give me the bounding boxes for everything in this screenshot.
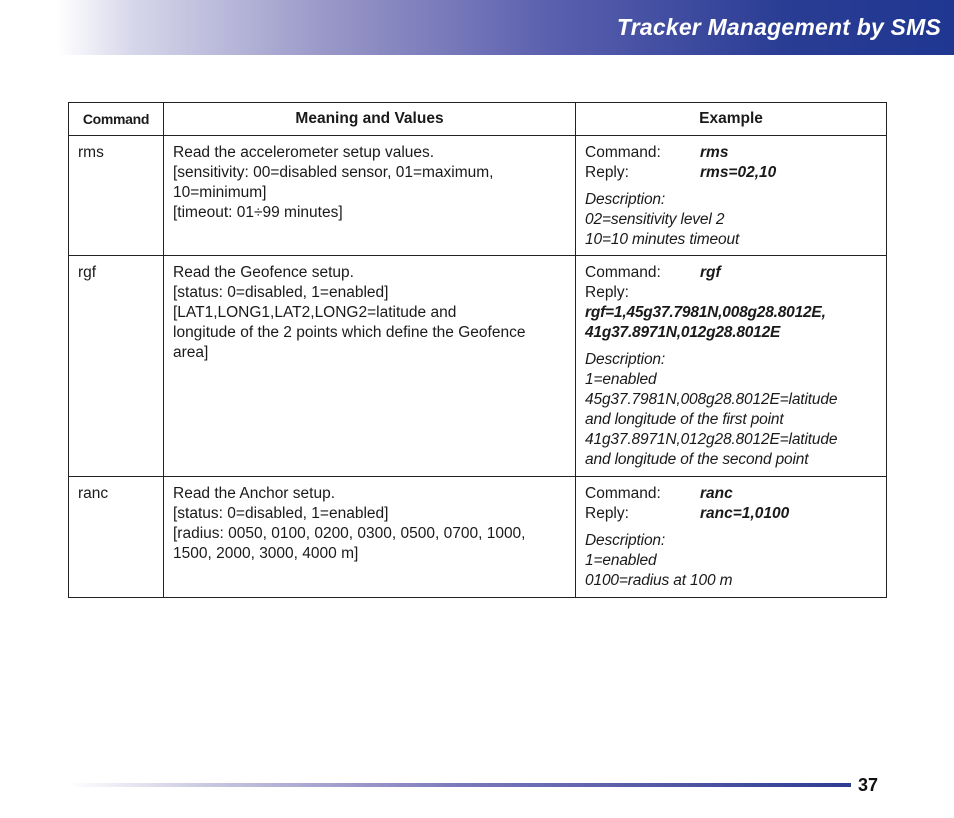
command-cell: rgf xyxy=(69,256,164,477)
example-command xyxy=(585,143,877,163)
meaning-cell xyxy=(164,136,576,256)
meaning-line: Read the accelerometer setup values. xyxy=(173,144,435,161)
column-header-command: Command xyxy=(69,103,164,136)
footer-rule xyxy=(68,783,851,787)
description-line: 10=10 minutes timeout xyxy=(585,231,740,248)
meaning-line: [status: 0=disabled, 1=enabled] xyxy=(173,284,389,301)
example-reply xyxy=(585,504,877,524)
command-table xyxy=(68,102,887,598)
meaning-line: Read the Anchor setup. xyxy=(173,485,336,502)
example-description xyxy=(585,190,877,250)
example-command-value: rgf xyxy=(700,264,721,281)
meaning-line: 1500, 2000, 3000, 4000 m] xyxy=(173,545,359,562)
example-description xyxy=(585,531,877,591)
example-command xyxy=(585,263,877,283)
meaning-cell xyxy=(164,256,576,477)
meaning-line: Read the Geofence setup. xyxy=(173,264,354,281)
page-title: Tracker Management by SMS xyxy=(616,14,941,40)
example-cell xyxy=(576,256,887,477)
meaning-line: [timeout: 01÷99 minutes] xyxy=(173,204,343,221)
meaning-line: [status: 0=disabled, 1=enabled] xyxy=(173,505,389,522)
header-band xyxy=(0,0,954,55)
example-cell xyxy=(576,477,887,598)
example-reply-label: Reply: xyxy=(585,505,629,522)
table-header-row xyxy=(69,103,887,136)
description-line: 0100=radius at 100 m xyxy=(585,572,733,589)
meaning-line: [LAT1,LONG1,LAT2,LONG2=latitude and xyxy=(173,304,457,321)
column-header-meaning: Meaning and Values xyxy=(164,103,576,136)
meaning-cell xyxy=(164,477,576,598)
example-command-label: Command: xyxy=(585,264,661,281)
meaning-line: 10=minimum] xyxy=(173,184,267,201)
description-line: and longitude of the first point xyxy=(585,411,784,428)
example-command-label: Command: xyxy=(585,144,661,161)
description-line: 1=enabled xyxy=(585,552,657,569)
example-reply-value: rgf=1,45g37.7981N,008g28.8012E, xyxy=(585,304,826,321)
page-number: 37 xyxy=(858,775,879,795)
example-cell xyxy=(576,136,887,256)
example-reply-label: Reply: xyxy=(585,164,629,181)
description-line: Description: xyxy=(585,532,666,549)
example-reply xyxy=(585,163,877,183)
example-command-value: ranc xyxy=(700,485,733,502)
example-reply-value: 41g37.8971N,012g28.8012E xyxy=(585,324,781,341)
example-command-value: rms xyxy=(700,144,729,161)
table-row xyxy=(69,256,887,477)
example-command-label: Command: xyxy=(585,485,661,502)
meaning-line: [radius: 0050, 0100, 0200, 0300, 0500, 0700, 1000, xyxy=(173,525,526,542)
table-row xyxy=(69,136,887,256)
description-line: Description: xyxy=(585,351,666,368)
description-line: 41g37.8971N,012g28.8012E=latitude xyxy=(585,431,838,448)
example-description xyxy=(585,350,877,470)
meaning-line: [sensitivity: 00=disabled sensor, 01=maximum, xyxy=(173,164,494,181)
column-header-example: Example xyxy=(576,103,887,136)
description-line: 1=enabled xyxy=(585,371,657,388)
example-reply-value: rms=02,10 xyxy=(700,164,777,181)
table-row xyxy=(69,477,887,598)
description-line: and longitude of the second point xyxy=(585,451,809,468)
meaning-line: longitude of the 2 points which define the Geofence xyxy=(173,324,526,341)
example-command xyxy=(585,484,877,504)
example-reply-label: Reply: xyxy=(585,284,629,301)
description-line: 02=sensitivity level 2 xyxy=(585,211,725,228)
command-cell: ranc xyxy=(69,477,164,598)
meaning-line: area] xyxy=(173,344,209,361)
example-reply-value: ranc=1,0100 xyxy=(700,505,790,522)
description-line: 45g37.7981N,008g28.8012E=latitude xyxy=(585,391,838,408)
description-line: Description: xyxy=(585,191,666,208)
command-cell: rms xyxy=(69,136,164,256)
